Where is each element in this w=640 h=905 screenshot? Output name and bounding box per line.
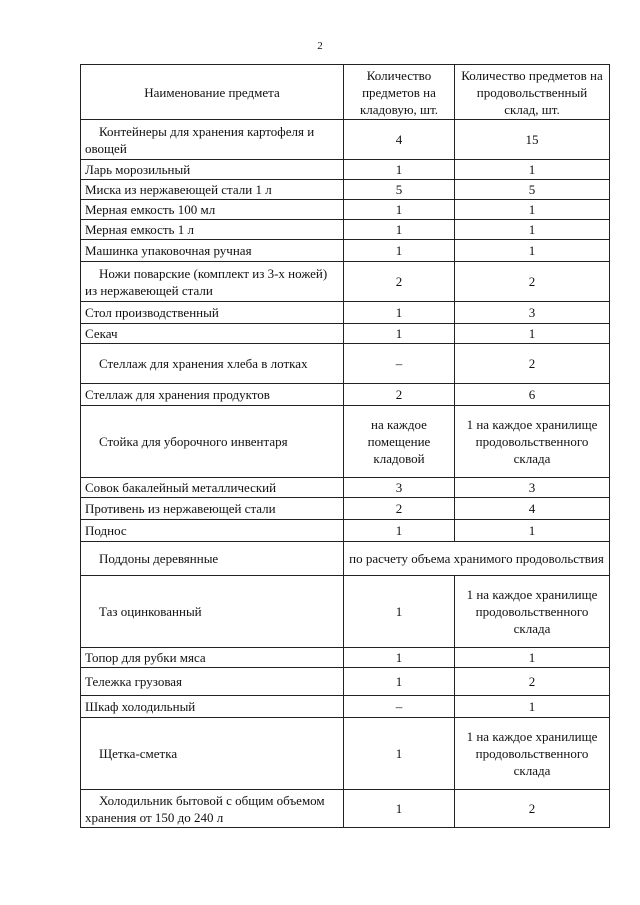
warehouse-quantity: 2 [455, 668, 610, 696]
storeroom-quantity: 2 [344, 498, 455, 520]
storeroom-quantity: 1 [344, 576, 455, 648]
item-name: Ларь морозильный [81, 160, 344, 180]
table-row [81, 240, 610, 262]
table-row [81, 344, 610, 384]
storeroom-quantity: 3 [344, 478, 455, 498]
storeroom-quantity: 1 [344, 718, 455, 790]
table-row [81, 220, 610, 240]
table-row [81, 200, 610, 220]
item-name: Таз оцинкованный [81, 576, 344, 648]
storeroom-quantity: 1 [344, 302, 455, 324]
table-row [81, 120, 610, 160]
storeroom-quantity: 1 [344, 160, 455, 180]
warehouse-quantity: 1 [455, 520, 610, 542]
item-name: Стеллаж для хранения продуктов [81, 384, 344, 406]
warehouse-quantity: 1 [455, 324, 610, 344]
table-row [81, 696, 610, 718]
warehouse-quantity: 3 [455, 302, 610, 324]
warehouse-quantity: 1 на каждое хранилище продовольственного склада [455, 718, 610, 790]
warehouse-quantity: 2 [455, 262, 610, 302]
storeroom-quantity: 5 [344, 180, 455, 200]
table-body [81, 120, 610, 828]
warehouse-quantity: 3 [455, 478, 610, 498]
item-name: Щетка-сметка [81, 718, 344, 790]
page-number: 2 [317, 40, 323, 52]
warehouse-quantity: 1 [455, 160, 610, 180]
storeroom-quantity: 4 [344, 120, 455, 160]
table-header-row [81, 65, 610, 120]
warehouse-quantity: 1 на каждое хранилище продовольственного склада [455, 406, 610, 478]
warehouse-quantity: 4 [455, 498, 610, 520]
warehouse-quantity: 1 [455, 240, 610, 262]
storeroom-quantity: 1 [344, 648, 455, 668]
table-row [81, 324, 610, 344]
item-name: Секач [81, 324, 344, 344]
table-row [81, 542, 610, 576]
header-warehouse: Количество предметов на продовольственный склад, шт. [455, 65, 610, 120]
table-row [81, 718, 610, 790]
table-row [81, 160, 610, 180]
table-row [81, 498, 610, 520]
item-name: Стеллаж для хранения хлеба в лотках [81, 344, 344, 384]
storeroom-quantity: 2 [344, 384, 455, 406]
table-row [81, 406, 610, 478]
item-name: Шкаф холодильный [81, 696, 344, 718]
storeroom-quantity: 2 [344, 262, 455, 302]
table-row [81, 790, 610, 828]
storeroom-quantity: 1 [344, 520, 455, 542]
item-name: Холодильник бытовой с общим объемом хранения от 150 до 240 л [81, 790, 344, 828]
storeroom-quantity: на каждое помещение кладовой [344, 406, 455, 478]
item-name: Топор для рубки мяса [81, 648, 344, 668]
warehouse-quantity: 1 [455, 200, 610, 220]
inventory-table [80, 64, 610, 828]
storeroom-quantity: 1 [344, 220, 455, 240]
storeroom-quantity: 1 [344, 200, 455, 220]
item-name: Тележка грузовая [81, 668, 344, 696]
warehouse-quantity: 6 [455, 384, 610, 406]
table-row [81, 384, 610, 406]
item-name: Противень из нержавеющей стали [81, 498, 344, 520]
warehouse-quantity: 1 [455, 220, 610, 240]
warehouse-quantity: 1 на каждое хранилище продовольственного склада [455, 576, 610, 648]
warehouse-quantity: 5 [455, 180, 610, 200]
table-row [81, 478, 610, 498]
table-row [81, 576, 610, 648]
warehouse-quantity: 1 [455, 648, 610, 668]
storeroom-quantity: 1 [344, 324, 455, 344]
warehouse-quantity: 2 [455, 790, 610, 828]
item-name: Ножи поварские (комплект из 3-х ножей) из нержавеющей стали [81, 262, 344, 302]
storeroom-quantity: 1 [344, 790, 455, 828]
warehouse-quantity: 1 [455, 696, 610, 718]
item-name: Контейнеры для хранения картофеля и овощей [81, 120, 344, 160]
item-name: Поднос [81, 520, 344, 542]
table-row [81, 262, 610, 302]
item-name: Поддоны деревянные [81, 542, 344, 576]
item-name: Стол производственный [81, 302, 344, 324]
item-name: Машинка упаковочная ручная [81, 240, 344, 262]
table-row [81, 302, 610, 324]
header-storeroom: Количество предметов на кладовую, шт. [344, 65, 455, 120]
item-name: Совок бакалейный металлический [81, 478, 344, 498]
warehouse-quantity: 2 [455, 344, 610, 384]
storeroom-quantity: 1 [344, 240, 455, 262]
table-row [81, 520, 610, 542]
item-name: Стойка для уборочного инвентаря [81, 406, 344, 478]
table-row [81, 180, 610, 200]
item-name: Миска из нержавеющей стали 1 л [81, 180, 344, 200]
header-name: Наименование предмета [81, 65, 344, 120]
table-row [81, 668, 610, 696]
storeroom-quantity: – [344, 344, 455, 384]
merged-quantity: по расчету объема хранимого продовольствия [344, 542, 610, 576]
warehouse-quantity: 15 [455, 120, 610, 160]
item-name: Мерная емкость 1 л [81, 220, 344, 240]
table-row [81, 648, 610, 668]
storeroom-quantity: 1 [344, 668, 455, 696]
storeroom-quantity: – [344, 696, 455, 718]
item-name: Мерная емкость 100 мл [81, 200, 344, 220]
